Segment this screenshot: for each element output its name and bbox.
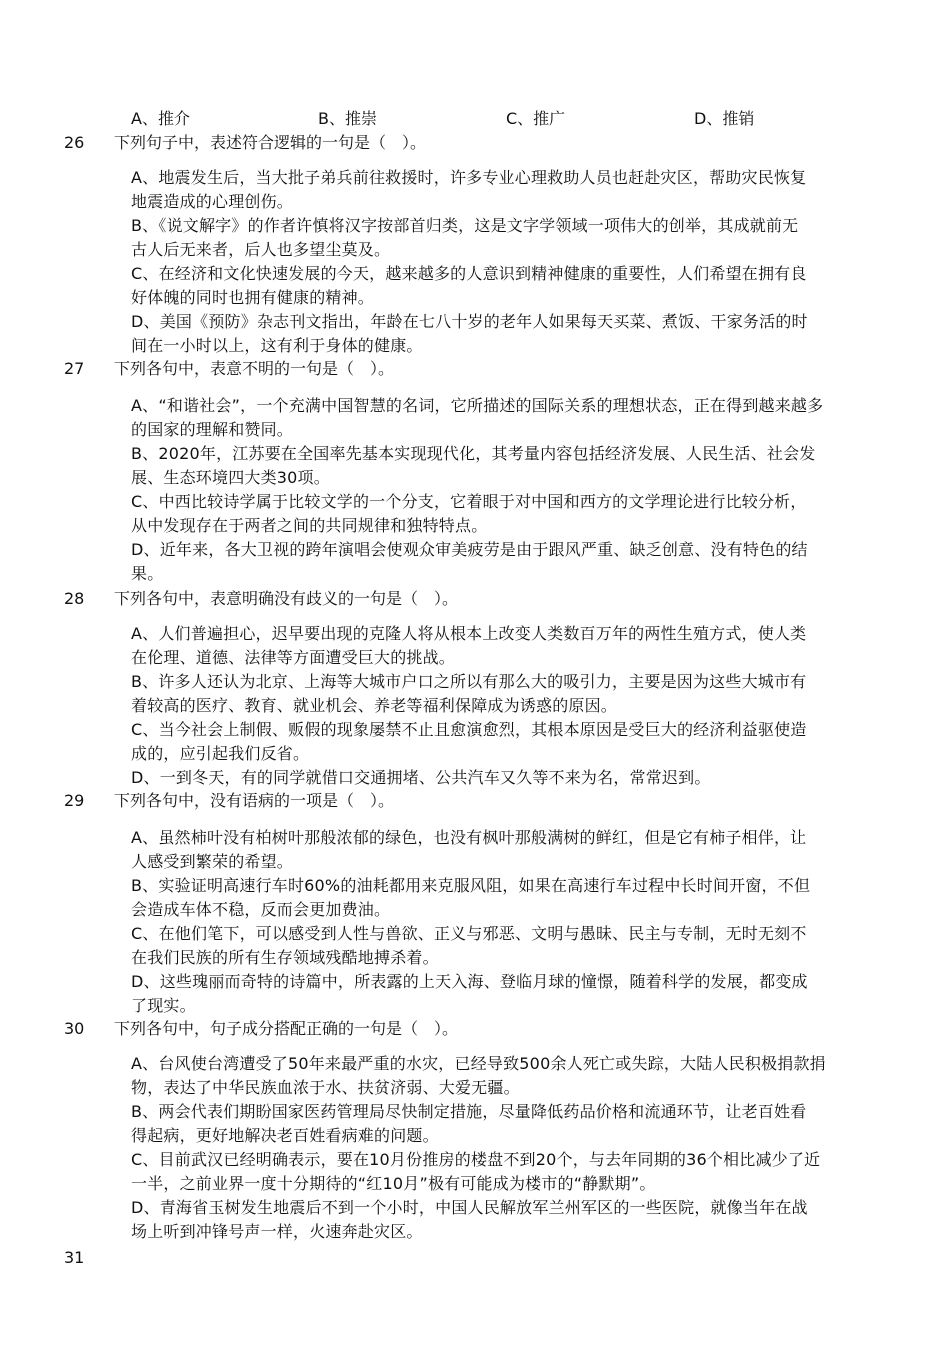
option-line: 地震造成的心理创伤。 — [131, 192, 294, 211]
answer-option — [131, 394, 846, 442]
question-stem: 下列各句中，表意不明的一句是（ ）。 — [114, 359, 395, 378]
option-line: 的国家的理解和赞同。 — [131, 420, 294, 439]
answer-option — [131, 970, 846, 1018]
answer-option — [131, 262, 846, 310]
option-line: B、许多人还认为北京、上海等大城市户口之所以有那么大的吸引力，主要是因为这些大城市有 — [131, 672, 807, 691]
question-number: 30 — [64, 1019, 85, 1038]
question-stem: 下列句子中，表述符合逻辑的一句是（ ）。 — [114, 133, 427, 152]
answer-option — [131, 166, 846, 214]
question-number: 26 — [64, 133, 85, 152]
question-number: 31 — [64, 1248, 85, 1267]
answer-option — [131, 1148, 846, 1196]
option-line: C、在经济和文化快速发展的今天，越来越多的人意识到精神健康的重要性，人们希望在拥有良 — [131, 264, 807, 283]
answer-option — [131, 1196, 846, 1244]
answer-option — [131, 1052, 846, 1100]
option-line: C、当今社会上制假、贩假的现象屡禁不止且愈演愈烈，其根本原因是受巨大的经济利益驱使造 — [131, 720, 807, 739]
question-number: 27 — [64, 359, 85, 378]
answer-option — [131, 874, 846, 922]
option-line: 展、生态环境四大类30项。 — [131, 468, 330, 487]
option-line: 好体魄的同时也拥有健康的精神。 — [131, 288, 375, 307]
answer-option — [131, 538, 846, 586]
answer-option — [131, 718, 846, 766]
option-line: 从中发现存在于两者之间的共同规律和独特特点。 — [131, 516, 488, 535]
answer-option — [131, 622, 846, 670]
option-line: B、两会代表们期盼国家医药管理局尽快制定措施，尽量降低药品价格和流通环节，让老百姓看 — [131, 1102, 807, 1121]
answer-option — [131, 922, 846, 970]
option-line: A、台风使台湾遭受了50年来最严重的水灾，已经导致500余人死亡或失踪，大陆人民积极捐款捐 — [131, 1054, 826, 1073]
answer-option — [131, 766, 846, 790]
option-line: 了现实。 — [131, 996, 196, 1015]
option-line: C、中西比较诗学属于比较文学的一个分支，它着眼于对中国和西方的文学理论进行比较分析， — [131, 492, 807, 511]
option-line: D、一到冬天，有的同学就借口交通拥堵、公共汽车又久等不来为名，常常迟到。 — [131, 768, 711, 787]
previous-question-options — [0, 108, 950, 132]
option-line: 会造成车体不稳，反而会更加费油。 — [131, 900, 391, 919]
option-line: 得起病，更好地解决老百姓看病难的问题。 — [131, 1126, 439, 1145]
option-line: 古人后无来者，后人也多望尘莫及。 — [131, 240, 391, 259]
question-stem: 下列各句中，表意明确没有歧义的一句是（ ）。 — [114, 589, 459, 608]
option-line: A、虽然柿叶没有柏树叶那般浓郁的绿色，也没有枫叶那般满树的鲜红，但是它有柿子相伴，让 — [131, 828, 807, 847]
option-line: 在伦理、道德、法律等方面遭受巨大的挑战。 — [131, 648, 456, 667]
option-line: D、近年来，各大卫视的跨年演唱会使观众审美疲劳是由于跟风严重、缺乏创意、没有特色的结 — [131, 540, 808, 559]
question-stem: 下列各句中，没有语病的一项是（ ）。 — [114, 791, 395, 810]
answer-option — [131, 214, 846, 262]
option-line: 人感受到繁荣的希望。 — [131, 852, 294, 871]
option-c: C、推广 — [506, 109, 566, 128]
option-line: A、“和谐社会”，一个充满中国智慧的名词，它所描述的国际关系的理想状态，正在得到越来越多 — [131, 396, 824, 415]
answer-option — [131, 310, 846, 358]
answer-option — [131, 826, 846, 874]
option-line: 果。 — [131, 564, 164, 583]
question-stem: 下列各句中，句子成分搭配正确的一句是（ ）。 — [114, 1019, 459, 1038]
option-line: 在我们民族的所有生存领域残酷地搏杀着。 — [131, 948, 439, 967]
option-b: B、推崇 — [318, 109, 377, 128]
option-line: 场上听到冲锋号声一样，火速奔赴灾区。 — [131, 1222, 423, 1241]
option-line: C、目前武汉已经明确表示，要在10月份推房的楼盘不到20个，与去年同期的36个相比减少了近 — [131, 1150, 821, 1169]
option-line: 物，表达了中华民族血浓于水、扶贫济弱、大爱无疆。 — [131, 1078, 520, 1097]
option-line: 一半，之前业界一度十分期待的“红10月”极有可能成为楼市的“静默期”。 — [131, 1174, 656, 1193]
option-line: D、这些瑰丽而奇特的诗篇中，所表露的上天入海、登临月球的憧憬，随着科学的发展，都变成 — [131, 972, 808, 991]
option-line: B、2020年，江苏要在全国率先基本实现现代化，其考量内容包括经济发展、人民生活、社会发 — [131, 444, 816, 463]
option-line: D、美国《预防》杂志刊文指出，年龄在七八十岁的老年人如果每天买菜、煮饭、干家务活的时 — [131, 312, 808, 331]
option-line: C、在他们笔下，可以感受到人性与兽欲、正义与邪恶、文明与愚昧、民主与专制，无时无刻不 — [131, 924, 807, 943]
option-line: 着较高的医疗、教育、就业机会、养老等福利保障成为诱惑的原因。 — [131, 696, 618, 715]
option-line: 间在一小时以上，这有利于身体的健康。 — [131, 336, 423, 355]
answer-option — [131, 490, 846, 538]
option-line: A、人们普遍担心，迟早要出现的克隆人将从根本上改变人类数百万年的两性生殖方式，使人类 — [131, 624, 807, 643]
option-line: A、地震发生后，当大批子弟兵前往救援时，许多专业心理救助人员也赶赴灾区，帮助灾民恢复 — [131, 168, 807, 187]
answer-option — [131, 442, 846, 490]
option-line: 成的，应引起我们反省。 — [131, 744, 310, 763]
option-line: B、《说文解字》的作者许慎将汉字按部首归类，这是文字学领域一项伟大的创举，其成就前无 — [131, 216, 799, 235]
answer-option — [131, 670, 846, 718]
question-number: 28 — [64, 589, 85, 608]
option-a: A、推介 — [131, 109, 190, 128]
option-line: B、实验证明高速行车时60%的油耗都用来克服风阻，如果在高速行车过程中长时间开窗，不但 — [131, 876, 811, 895]
option-d: D、推销 — [694, 109, 755, 128]
option-line: D、青海省玉树发生地震后不到一个小时，中国人民解放军兰州军区的一些医院，就像当年在战 — [131, 1198, 808, 1217]
answer-option — [131, 1100, 846, 1148]
question-number: 29 — [64, 791, 85, 810]
